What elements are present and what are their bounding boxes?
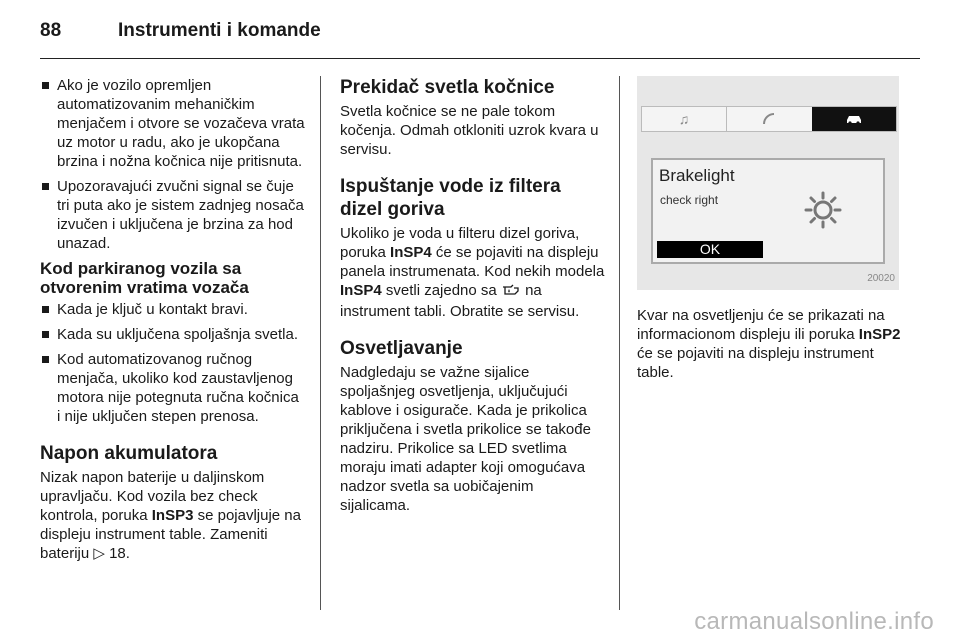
figure-code: 20020: [867, 273, 895, 284]
battery-text: Nizak napon baterije u daljinskom upravljaču. Kod vozila bez check kontrola, poruka InSP3 se pojavljuje na displeju instrument table. Zameniti bateriju ▷ 18.: [40, 469, 301, 562]
water-filter-heading: Ispuštanje vode iz filtera dizel goriva: [340, 176, 561, 220]
page-reference-icon[interactable]: ▷: [93, 545, 105, 562]
column-1: [40, 76, 306, 563]
page-header: [40, 20, 321, 42]
lighting-fault-text: Kvar na osvetljenju će se prikazati na informacionom displeju ili poruka InSP2 će se pojaviti na displeju instrument table.: [637, 307, 901, 381]
ok-button: OK: [657, 241, 763, 258]
display-title: Brakelight: [659, 166, 735, 185]
page-number: 88: [40, 20, 62, 41]
display-illustration: [637, 76, 899, 290]
parking-subheading: Kod parkiranog vozila sa otvorenim vratima vozača: [40, 259, 249, 297]
page-reference[interactable]: 18.: [104, 545, 130, 562]
display-subtitle: check right: [660, 193, 719, 207]
list-item: Kod automatizovanog ručnog menjača, ukoliko kod zaustavljenog motora nije potegnuta ručna kočnica i nije uključen stepen prenosa.: [40, 350, 306, 426]
column-divider-1: [320, 76, 321, 610]
bulb-icon: [803, 190, 843, 235]
list-item: Upozoravajući zvučni signal se čuje tri puta ako je sistem zadnjeg nosača izvučen i uključena je brzina za hod unazad.: [40, 177, 306, 253]
column-3: [637, 76, 903, 382]
door-warning-list: [40, 76, 306, 253]
list-item: Kada su uključena spoljašnja svetla.: [40, 325, 306, 344]
display-tabs: [641, 106, 897, 132]
brake-light-text: Svetla kočnice se ne pale tokom kočenja. Odmah otkloniti uzrok kvara u servisu.: [340, 103, 599, 158]
list-item: Ako je vozilo opremljen automatizovanim mehaničkim menjačem i otvore se vozačeva vrata uz motor u radu, ako je ukopčana brzina i nožna kočnica nije pritisnuta.: [40, 76, 306, 171]
column-2: [340, 76, 606, 515]
message-code: InSP4: [390, 244, 432, 261]
water-filter-text: Ukoliko je voda u filteru dizel goriva, poruka InSP4 će se pojaviti na displeju panela instrumenata. Kod nekih modela InSP4 svetli zajedno sa na instrument tabli. Obratite se servisu.: [340, 225, 605, 320]
info-display: [651, 158, 885, 264]
phone-handset-icon: [727, 107, 811, 131]
parking-list: [40, 300, 306, 426]
music-note-icon: ♫: [642, 107, 727, 131]
watermark: carmanualsonline.info: [694, 608, 934, 635]
header-rule: [40, 58, 920, 59]
fuel-water-icon: [501, 283, 521, 302]
lighting-text: Nadgledaju se važne sijalice spoljašnjeg osvetljenja, uključujući kablove i osigurače. Kada je prikolica priključena i svetla prikolice se takođe nadziru. Prikolice sa LED svetlima moraju imati adapter koji omogućava nadzor svetla sa uobičajenim sijalicama.: [340, 364, 591, 514]
page-title: Instrumenti i komande: [118, 20, 321, 41]
brake-light-heading: Prekidač svetla kočnice: [340, 77, 555, 98]
message-code: InSP4: [340, 282, 382, 299]
car-icon: [812, 107, 896, 131]
list-item: Kada je ključ u kontakt bravi.: [40, 300, 306, 319]
message-code: InSP3: [151, 507, 194, 524]
column-divider-2: [619, 76, 620, 610]
battery-heading: Napon akumulatora: [40, 443, 218, 464]
message-code: InSP2: [858, 326, 901, 343]
lighting-heading: Osvetljavanje: [340, 338, 463, 359]
